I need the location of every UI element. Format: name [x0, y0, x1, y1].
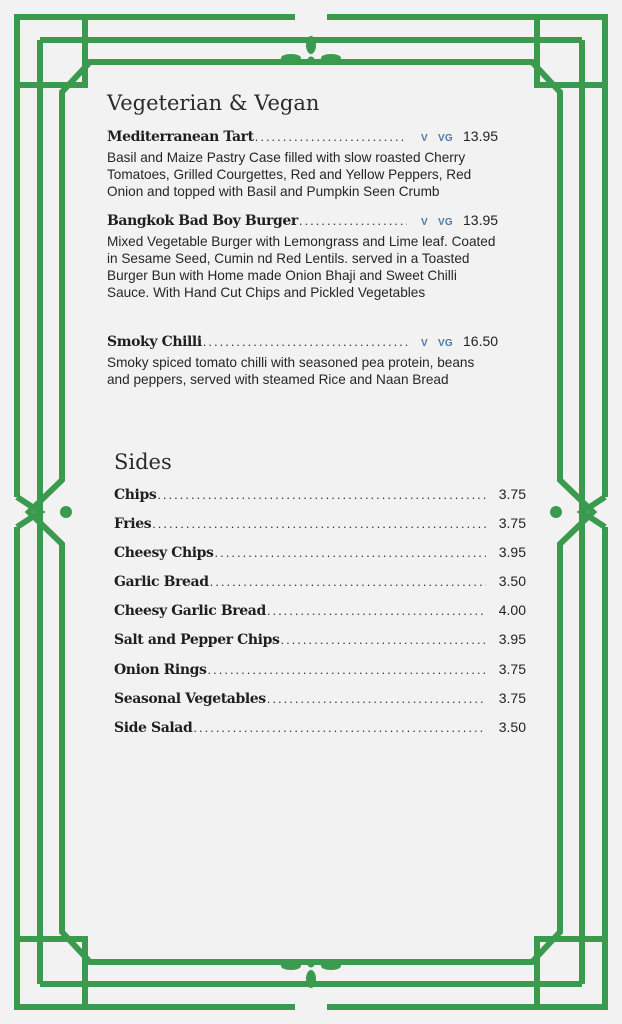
side-name: Side Salad: [114, 720, 193, 736]
side-item: [114, 631, 526, 651]
side-item: [114, 515, 526, 535]
side-name: Garlic Bread: [114, 574, 209, 590]
side-name: Cheesy Garlic Bread: [114, 603, 266, 619]
side-name: Chips: [114, 487, 157, 503]
dot-leader: [152, 516, 486, 531]
dish-description: Mixed Vegetable Burger with Lemongrass and Lime leaf. Coated in Sesame Seed, Cumin nd Red Lentils. served in a Toasted Burger Bun with Home made Onion Bhaji and Sweet Chilli Sauce. With Hand Cut Chips and Pickled Vegetables: [107, 234, 496, 300]
dish-price: 13.95: [463, 212, 499, 228]
side-item: [114, 602, 526, 622]
side-price: 3.75: [498, 515, 526, 531]
dot-leader: [215, 545, 486, 560]
dot-leader: [267, 691, 486, 706]
side-item: [114, 486, 526, 506]
dot-leader: [203, 334, 407, 349]
dot-leader: [280, 632, 486, 647]
dish-description: Basil and Maize Pastry Case filled with slow roasted Cherry Tomatoes, Grilled Courgettes, Red and Yellow Peppers, Red Onion and topped with Basil and Pumpkin Seen Crumb: [107, 150, 472, 199]
side-item: [114, 544, 526, 564]
side-price: 3.75: [498, 661, 526, 677]
vegetarian-section-title: Vegeterian & Vegan: [107, 91, 320, 115]
side-item: [114, 573, 526, 593]
side-price: 4.00: [498, 602, 526, 618]
side-price: 3.75: [498, 486, 526, 502]
vegetarian-tag: V: [420, 338, 428, 349]
side-name: Salt and Pepper Chips: [114, 632, 280, 648]
dot-leader: [267, 603, 486, 618]
side-item: [114, 719, 526, 739]
dish-name: Bangkok Bad Boy Burger: [107, 213, 298, 229]
dot-leader: [210, 574, 486, 589]
side-price: 3.95: [498, 631, 526, 647]
dish-mediterranean-tart: [107, 128, 497, 200]
dot-leader: [255, 129, 407, 144]
dish-price: 13.95: [463, 128, 499, 144]
side-item: [114, 690, 526, 710]
side-name: Seasonal Vegetables: [114, 691, 266, 707]
side-price: 3.50: [498, 573, 526, 589]
dot-leader: [208, 662, 487, 677]
dish-name: Smoky Chilli: [107, 334, 202, 350]
side-price: 3.50: [498, 719, 526, 735]
vegan-tag: VG: [437, 338, 453, 349]
vegetarian-tag: V: [420, 217, 428, 228]
dot-leader: [157, 487, 486, 502]
left-dot-ornament: [60, 506, 72, 518]
side-name: Cheesy Chips: [114, 545, 214, 561]
dish-smoky-chilli: [107, 333, 497, 388]
vegan-tag: VG: [437, 133, 453, 144]
dot-leader: [299, 213, 407, 228]
vegan-tag: VG: [437, 217, 453, 228]
sides-section-title: Sides: [114, 450, 172, 474]
side-name: Fries: [114, 516, 152, 532]
vegetarian-tag: V: [420, 133, 428, 144]
dish-price: 16.50: [463, 333, 499, 349]
side-item: [114, 661, 526, 681]
dish-name: Mediterranean Tart: [107, 129, 254, 145]
right-dot-ornament: [550, 506, 562, 518]
side-price: 3.75: [498, 690, 526, 706]
side-name: Onion Rings: [114, 662, 207, 678]
dish-bangkok-burger: [107, 212, 497, 301]
side-price: 3.95: [498, 544, 526, 560]
dot-leader: [193, 720, 486, 735]
dish-description: Smoky spiced tomato chilli with seasoned pea protein, beans and peppers, served with steamed Rice and Naan Bread: [107, 355, 475, 387]
